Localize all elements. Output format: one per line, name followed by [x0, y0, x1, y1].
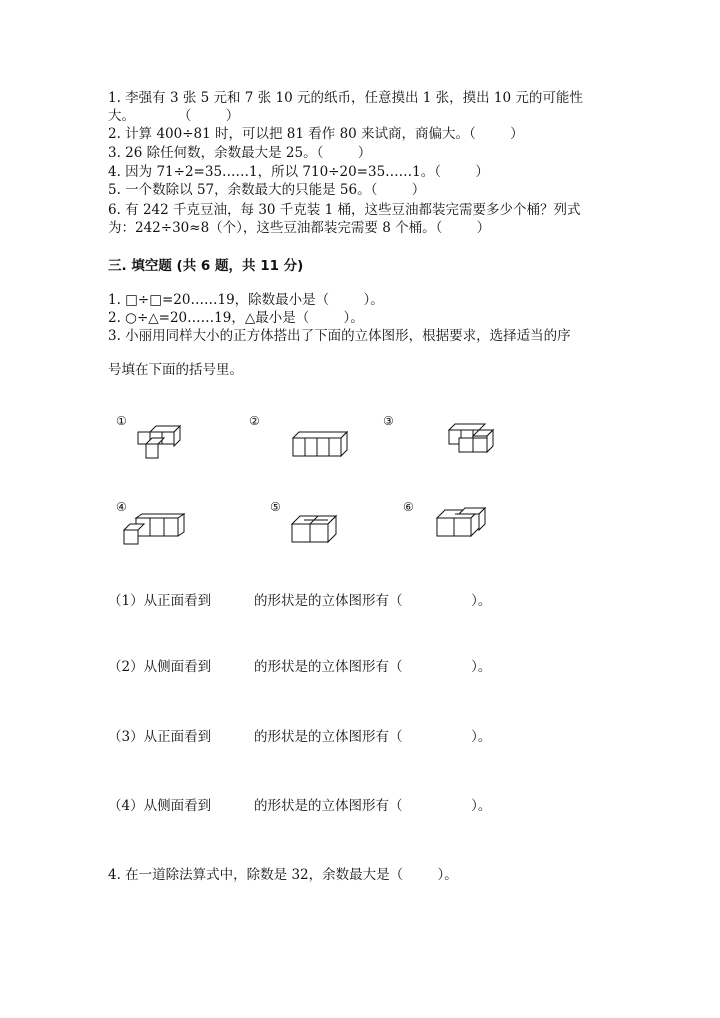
- cube-drawing: [435, 504, 495, 544]
- fill-q1: 1. □÷□=20……19，除数最小是（ ）。: [108, 292, 384, 308]
- cube-figure-2: [249, 414, 359, 464]
- sub-question-4: （4）从侧面看到 的形状是的立体图形有（ ）。: [108, 798, 492, 814]
- judgement-q1-line2: 大。 （ ）: [108, 108, 240, 124]
- figure-number: ⑤: [270, 500, 281, 514]
- section-title: 三. 填空题 (共 6 题，共 11 分): [108, 258, 304, 274]
- judgement-q4: 4. 因为 71÷2=35……1，所以 710÷20=35……1。（ ）: [108, 164, 489, 180]
- judgement-q6-line1: 6. 有 242 千克豆油，每 30 千克装 1 桶，这些豆油都装完需要多少个桶？列式: [108, 202, 581, 218]
- figure-number: ②: [249, 414, 260, 428]
- fill-q3-line1: 3. 小丽用同样大小的正方体搭出了下面的立体图形，根据要求，选择适当的序: [108, 328, 571, 344]
- cube-figure-6: [403, 500, 503, 550]
- cube-drawing: [291, 428, 361, 468]
- figure-number: ④: [116, 500, 127, 514]
- sub-question-3: （3）从正面看到 的形状是的立体图形有（ ）。: [108, 729, 492, 745]
- cube-figure-3: [383, 414, 503, 464]
- fill-q2: 2. ○÷△=20……19，△最小是（ ）。: [108, 310, 364, 326]
- sub-question-2: （2）从侧面看到 的形状是的立体图形有（ ）。: [108, 659, 492, 675]
- sub-question-1: （1）从正面看到 的形状是的立体图形有（ ）。: [108, 593, 492, 609]
- cube-drawing: [136, 424, 206, 474]
- judgement-q3: 3. 26 除任何数，余数最大是 25。（ ）: [108, 145, 372, 161]
- judgement-q6-line2: 为：242÷30≈8（个），这些豆油都装完需要 8 个桶。（ ）: [108, 220, 491, 236]
- figure-number: ③: [383, 414, 394, 428]
- cube-drawing: [122, 514, 202, 554]
- cube-drawing: [445, 424, 505, 464]
- figure-number: ⑥: [403, 500, 414, 514]
- cube-drawing: [290, 512, 350, 552]
- judgement-q5: 5. 一个数除以 57，余数最大的只能是 56。（ ）: [108, 182, 426, 198]
- cube-figure-4: [116, 500, 226, 550]
- cube-figure-5: [270, 500, 350, 550]
- figure-number: ①: [116, 414, 127, 428]
- judgement-q1-line1: 1. 李强有 3 张 5 元和 7 张 10 元的纸币，任意摸出 1 张，摸出 10 元的可能性: [108, 90, 583, 106]
- judgement-q2: 2. 计算 400÷81 时，可以把 81 看作 80 来试商，商偏大。（ ）: [108, 126, 524, 142]
- fill-q3-line2: 号填在下面的括号里。: [108, 362, 243, 378]
- cube-figure-1: [116, 414, 206, 464]
- fill-q4: 4. 在一道除法算式中，除数是 32，余数最大是（ ）。: [108, 867, 458, 883]
